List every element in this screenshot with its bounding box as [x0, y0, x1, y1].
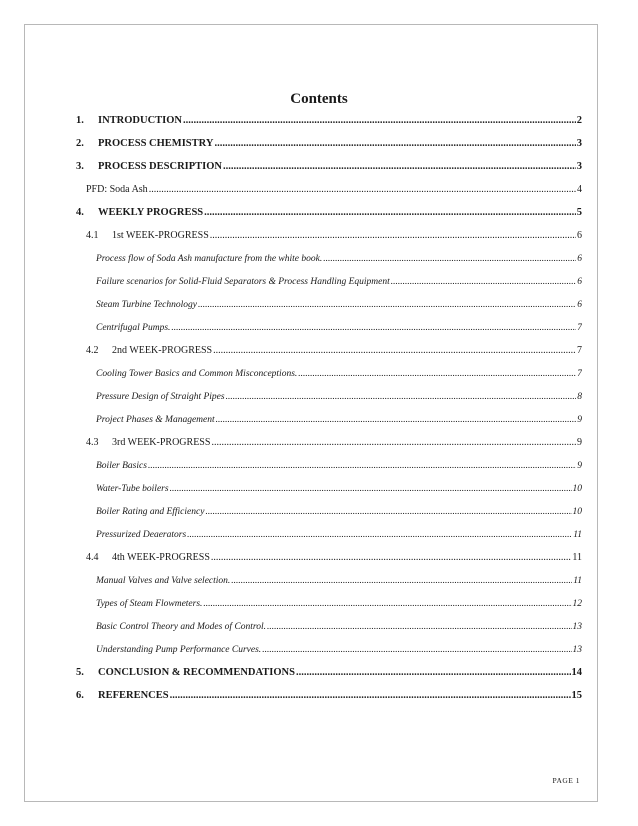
- toc-entry-page: 8: [577, 392, 582, 402]
- toc-leader-dots: [210, 229, 576, 243]
- toc-leader-dots: [216, 413, 577, 427]
- toc-entry-label: REFERENCES: [98, 690, 169, 701]
- toc-entry-failure-scenarios[interactable]: [96, 275, 582, 289]
- toc-entry-label: Understanding Pump Performance Curves.: [96, 645, 262, 655]
- toc-entry-number: 4.4: [86, 552, 99, 563]
- toc-entry-label: Process flow of Soda Ash manufacture from the white book.: [96, 254, 323, 264]
- toc-entry-pressure-design[interactable]: [96, 390, 582, 404]
- toc-leader-dots: [262, 643, 571, 657]
- toc-entry-process-chemistry[interactable]: [76, 137, 582, 151]
- toc-entry-page: 7: [577, 345, 582, 356]
- toc-entry-page: 10: [572, 507, 582, 517]
- toc-entry-label: 2nd WEEK-PROGRESS: [112, 345, 213, 356]
- toc-title: Contents: [290, 91, 348, 107]
- toc-leader-dots: [223, 160, 576, 174]
- toc-entry-page: 6: [577, 230, 582, 241]
- toc-entry-label: 4th WEEK-PROGRESS: [112, 552, 210, 563]
- toc-leader-dots: [267, 620, 571, 634]
- toc-entry-label: Water-Tube boilers: [96, 484, 169, 494]
- toc-entry-label: 3rd WEEK-PROGRESS: [112, 437, 211, 448]
- toc-entry-number: 1.: [76, 115, 84, 126]
- toc-leader-dots: [213, 344, 576, 358]
- toc-leader-dots: [170, 689, 571, 703]
- toc-entry-number: 4.1: [86, 230, 99, 241]
- toc-entry-page: 10: [572, 484, 582, 494]
- toc-entry-cooling-tower[interactable]: [96, 367, 582, 381]
- toc-entry-week-1[interactable]: [86, 229, 582, 243]
- toc-entry-label: Boiler Rating and Efficiency: [96, 507, 205, 517]
- toc-leader-dots: [214, 137, 575, 151]
- toc-entry-week-2[interactable]: [86, 344, 582, 358]
- toc-leader-dots: [211, 551, 571, 565]
- toc-entry-introduction[interactable]: [76, 114, 582, 128]
- toc-leader-dots: [296, 666, 571, 680]
- toc-entry-page: 7: [577, 323, 582, 333]
- toc-entry-page: 6: [577, 300, 582, 310]
- toc-leader-dots: [204, 206, 576, 220]
- toc-leader-dots: [211, 436, 576, 450]
- toc-entry-label: INTRODUCTION: [98, 115, 183, 126]
- toc-entry-label: CONCLUSION & RECOMMENDATIONS: [98, 667, 295, 678]
- toc-leader-dots: [226, 390, 577, 404]
- toc-entry-page: 15: [571, 690, 582, 701]
- toc-leader-dots: [323, 252, 576, 266]
- toc-entry-number: 3.: [76, 161, 84, 172]
- toc-entry-weekly-progress[interactable]: [76, 206, 582, 220]
- toc-entry-page: 2: [576, 115, 582, 126]
- toc-entry-page: 6: [577, 277, 582, 287]
- toc-entry-number: 5.: [76, 667, 84, 678]
- toc-entry-page: 11: [573, 530, 582, 540]
- toc-entry-label: Pressure Design of Straight Pipes: [96, 392, 225, 402]
- toc-entry-project-phases[interactable]: [96, 413, 582, 427]
- toc-leader-dots: [198, 298, 576, 312]
- toc-entry-label: Pressurized Deaerators: [96, 530, 187, 540]
- toc-leader-dots: [148, 459, 576, 473]
- toc-entry-boiler-rating[interactable]: [96, 505, 582, 519]
- toc-entry-week-4[interactable]: [86, 551, 582, 565]
- toc-leader-dots: [203, 597, 571, 611]
- toc-entry-week-3[interactable]: [86, 436, 582, 450]
- toc-entry-pump-curves[interactable]: [96, 643, 582, 657]
- toc-entry-number: 4.3: [86, 437, 99, 448]
- toc-entry-page: 9: [577, 437, 582, 448]
- toc-leader-dots: [231, 574, 572, 588]
- toc-entry-steam-turbine[interactable]: [96, 298, 582, 312]
- toc-leader-dots: [170, 482, 572, 496]
- toc-entry-conclusion[interactable]: [76, 666, 582, 680]
- toc-entry-label: WEEKLY PROGRESS: [98, 207, 204, 218]
- toc-entry-label: PROCESS DESCRIPTION: [98, 161, 222, 172]
- toc-leader-dots: [149, 183, 576, 197]
- toc-entry-number: 4.: [76, 207, 84, 218]
- toc-leader-dots: [183, 114, 576, 128]
- toc-entry-page: 11: [572, 552, 582, 563]
- toc-entry-label: Types of Steam Flowmeters.: [96, 599, 203, 609]
- toc-entry-number: 2.: [76, 138, 84, 149]
- toc-entry-page: 13: [572, 645, 582, 655]
- toc-entry-label: Steam Turbine Technology: [96, 300, 197, 310]
- toc-entry-manual-valves[interactable]: [96, 574, 582, 588]
- toc-entry-page: 3: [576, 138, 582, 149]
- toc-leader-dots: [171, 321, 576, 335]
- toc-leader-dots: [205, 505, 571, 519]
- toc-leader-dots: [187, 528, 572, 542]
- toc-entry-page: 6: [577, 254, 582, 264]
- toc-entry-page: 14: [571, 667, 582, 678]
- toc-leader-dots: [298, 367, 576, 381]
- toc-entry-label: Manual Valves and Valve selection.: [96, 576, 231, 586]
- toc-entry-page: 7: [577, 369, 582, 379]
- toc-entry-label: Cooling Tower Basics and Common Misconceptions.: [96, 369, 298, 379]
- toc-entry-label: PROCESS CHEMISTRY: [98, 138, 214, 149]
- toc-entry-page: 11: [573, 576, 582, 586]
- toc-entry-label: Centrifugal Pumps.: [96, 323, 171, 333]
- toc-entry-page: 9: [577, 461, 582, 471]
- toc-entry-page: 9: [577, 415, 582, 425]
- toc-entry-label: Project Phases & Management: [96, 415, 215, 425]
- toc-entry-label: PFD: Soda Ash: [86, 184, 148, 195]
- toc-leader-dots: [391, 275, 576, 289]
- toc-entry-water-tube-boilers[interactable]: [96, 482, 582, 496]
- toc-entry-label: Basic Control Theory and Modes of Control.: [96, 622, 267, 632]
- toc-entry-label: 1st WEEK-PROGRESS: [112, 230, 209, 241]
- toc-entry-page: 4: [577, 184, 582, 195]
- toc-entry-page: 3: [576, 161, 582, 172]
- toc-entry-steam-flowmeters[interactable]: [96, 597, 582, 611]
- toc-entry-number: 4.2: [86, 345, 99, 356]
- toc-entry-pressurized-deaerators[interactable]: [96, 528, 582, 542]
- toc-entry-centrifugal-pumps[interactable]: [96, 321, 582, 335]
- toc-entry-page: 13: [572, 622, 582, 632]
- toc-entry-label: Failure scenarios for Solid-Fluid Separators & Process Handling Equipment: [96, 277, 390, 287]
- toc-entry-page: 5: [576, 207, 582, 218]
- toc-entry-pfd-soda-ash[interactable]: [86, 183, 582, 197]
- toc-entry-label: Boiler Basics: [96, 461, 147, 471]
- toc-entry-control-theory[interactable]: [96, 620, 582, 634]
- toc-entry-process-description[interactable]: [76, 160, 582, 174]
- toc-entry-boiler-basics[interactable]: [96, 459, 582, 473]
- page-footer: PAGE 1: [552, 776, 580, 785]
- toc-entry-references[interactable]: [76, 689, 582, 703]
- toc-entry-page: 12: [572, 599, 582, 609]
- toc-entry-process-flow[interactable]: [96, 252, 582, 266]
- toc-entry-number: 6.: [76, 690, 84, 701]
